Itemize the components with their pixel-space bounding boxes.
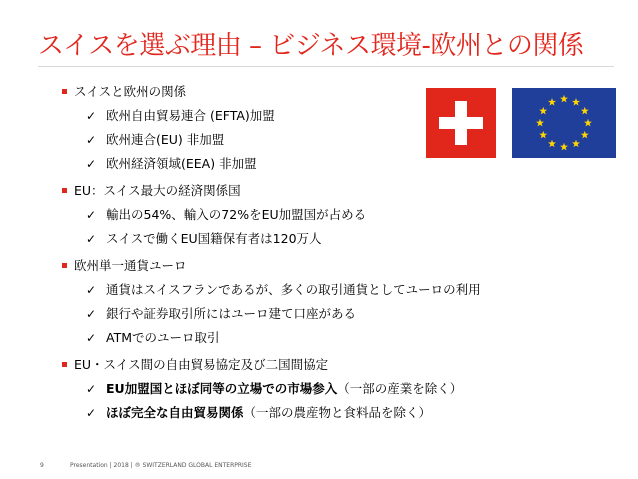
check-icon: ✓ xyxy=(86,283,97,297)
flags-group xyxy=(426,88,616,162)
section-trade-agreements xyxy=(62,355,582,423)
title-divider xyxy=(38,66,614,67)
eu-flag-icon xyxy=(512,88,616,158)
check-icon: ✓ xyxy=(86,307,97,321)
section-heading: スイスと欧州の関係 xyxy=(62,82,582,102)
check-icon: ✓ xyxy=(86,109,97,123)
page-number: 9 xyxy=(40,462,44,469)
check-icon: ✓ xyxy=(86,208,97,222)
section-eu-partner xyxy=(62,181,582,249)
flags-graphic xyxy=(426,88,616,158)
square-bullet-icon xyxy=(62,89,67,94)
list-item: ✓ 銀行や証券取引所にはユーロ建て口座がある xyxy=(62,304,582,324)
section-heading: 欧州単一通貨ユーロ xyxy=(62,256,582,276)
list-item: ✓ 通貨はスイスフランであるが、多くの取引通貨としてユーロの利用 xyxy=(62,280,582,300)
square-bullet-icon xyxy=(62,188,67,193)
square-bullet-icon xyxy=(62,362,67,367)
list-item: ✓ 欧州自由貿易連合 (EFTA)加盟 xyxy=(62,106,582,126)
list-item: ✓ 欧州経済領域(EEA) 非加盟 xyxy=(62,154,582,174)
square-bullet-icon xyxy=(62,263,67,268)
emphasis-text: EU加盟国とほぼ同等の立場での市場参入 xyxy=(106,381,338,396)
section-heading: EU：スイス最大の経済関係国 xyxy=(62,181,582,201)
swiss-flag-icon xyxy=(426,88,496,158)
check-icon: ✓ xyxy=(86,406,97,420)
emphasis-text: ほぼ完全な自由貿易関係 xyxy=(106,405,244,420)
check-icon: ✓ xyxy=(86,133,97,147)
list-item: ✓ 輸出の54%、輸入の72%をEU加盟国が占める xyxy=(62,205,582,225)
list-item: ✓ スイスで働くEU国籍保有者は120万人 xyxy=(62,229,582,249)
check-icon: ✓ xyxy=(86,232,97,246)
section-euro-currency xyxy=(62,256,582,348)
check-icon: ✓ xyxy=(86,157,97,171)
check-icon: ✓ xyxy=(86,331,97,345)
page-title: スイスを選ぶ理由 – ビジネス環境-欧州との関係 xyxy=(38,31,584,61)
list-item: ✓ 欧州連合(EU) 非加盟 xyxy=(62,130,582,150)
footer-text: Presentation | 2018 | ® SWITZERLAND GLOBAL ENTERPRISE xyxy=(70,462,252,469)
section-heading: EU・スイス間の自由貿易協定及び二国間協定 xyxy=(62,355,582,375)
list-item: ✓ ATMでのユーロ取引 xyxy=(62,328,582,348)
list-item: ✓ EU加盟国とほぼ同等の立場での市場参入（一部の産業を除く） xyxy=(62,379,582,399)
check-icon: ✓ xyxy=(86,382,97,396)
list-item: ✓ ほぼ完全な自由貿易関係（一部の農産物と食料品を除く） xyxy=(62,403,582,423)
